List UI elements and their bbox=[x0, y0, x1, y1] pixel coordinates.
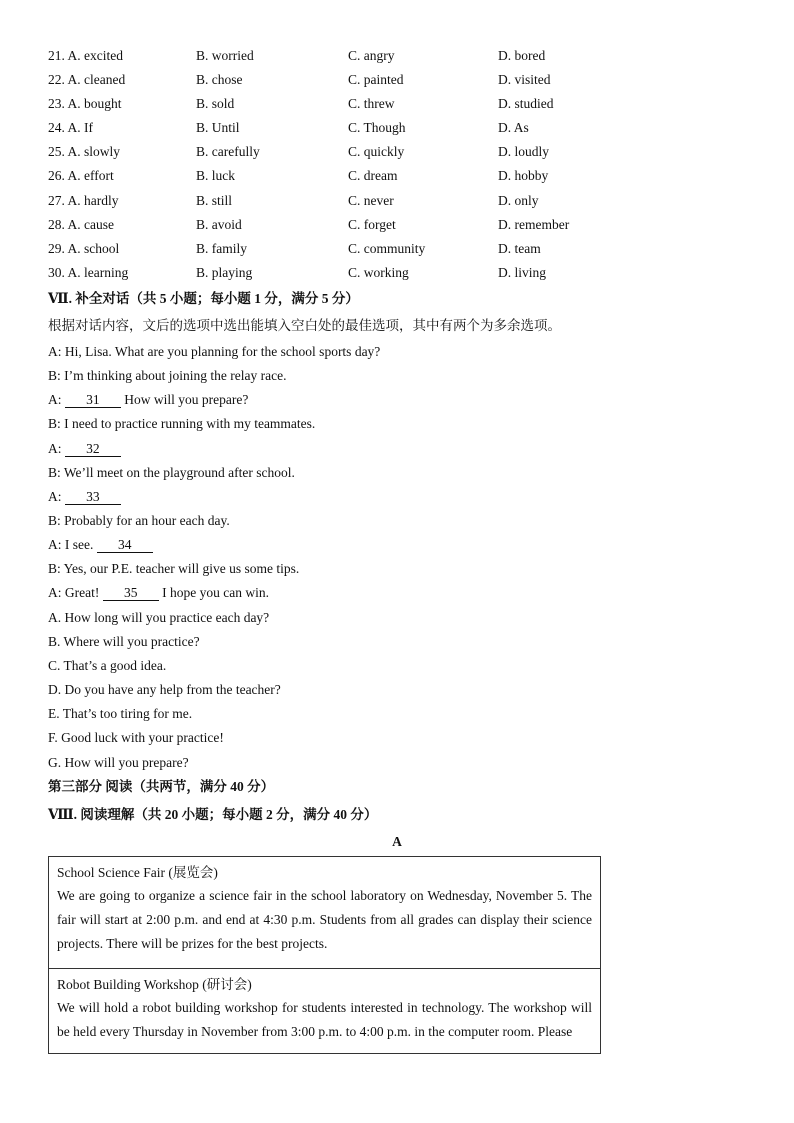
choice-a: 22. A. cleaned bbox=[48, 72, 126, 88]
choice-row bbox=[48, 167, 668, 191]
choice-c: C. forget bbox=[348, 216, 396, 232]
answer-blank-32: 32 bbox=[65, 441, 121, 457]
choice-d: D. bored bbox=[498, 48, 546, 63]
choice-b: B. still bbox=[196, 192, 233, 208]
dialogue-line: B: I need to practice running with my teammates. bbox=[48, 416, 316, 431]
choice-row bbox=[48, 47, 668, 71]
choice-b: B. luck bbox=[196, 168, 235, 184]
dialogue-speaker: A: bbox=[48, 489, 65, 504]
option-item: F. Good luck with your practice! bbox=[48, 730, 224, 745]
option-item: B. Where will you practice? bbox=[48, 634, 200, 649]
choice-a: 21. A. excited bbox=[48, 48, 123, 63]
choice-a: 29. A. school bbox=[48, 240, 120, 256]
choice-row bbox=[48, 143, 668, 167]
answer-blank-31: 31 bbox=[65, 392, 121, 408]
robot-workshop-text: We will hold a robot building workshop for students interested in technology. The workshop will be held every Thursday in November from 3:00 p.m. to 4:00 p.m. in the computer room. Please bbox=[57, 1000, 592, 1039]
dialogue-line bbox=[48, 536, 153, 554]
passage-label: A bbox=[392, 834, 402, 849]
choice-row bbox=[48, 119, 668, 143]
choice-a: 24. A. If bbox=[48, 120, 93, 136]
notice-box bbox=[48, 856, 601, 1054]
choice-d: D. visited bbox=[498, 72, 551, 88]
choice-a: 30. A. learning bbox=[48, 264, 129, 280]
science-fair-title: School Science Fair (展览会) bbox=[57, 865, 218, 880]
choice-b: B. carefully bbox=[196, 144, 260, 160]
option-item: G. How will you prepare? bbox=[48, 755, 189, 770]
part3-title: 第三部分 阅读（共两节，满分 40 分） bbox=[48, 779, 275, 794]
choice-c: C. working bbox=[348, 264, 409, 280]
choice-row bbox=[48, 264, 668, 288]
dialogue-text: A: I see. bbox=[48, 537, 97, 552]
choice-b: B. chose bbox=[196, 72, 243, 88]
choice-a: 26. A. effort bbox=[48, 168, 114, 184]
choice-d: D. living bbox=[498, 264, 547, 280]
dialogue-speaker: A: bbox=[48, 392, 65, 407]
dialogue-text: A: Great! bbox=[48, 585, 103, 600]
choice-row bbox=[48, 216, 668, 240]
dialogue-text: I hope you can win. bbox=[158, 585, 269, 600]
choice-a: 23. A. bought bbox=[48, 96, 122, 112]
choice-b: B. family bbox=[196, 240, 247, 256]
choice-c: C. dream bbox=[348, 168, 398, 184]
choice-b: B. sold bbox=[196, 96, 235, 112]
choice-d: D. loudly bbox=[498, 144, 550, 160]
choice-c: C. Though bbox=[348, 120, 406, 136]
choice-c: C. painted bbox=[348, 72, 404, 88]
option-item: E. That’s too tiring for me. bbox=[48, 706, 193, 721]
choice-b: B. playing bbox=[196, 264, 253, 280]
choice-c: C. quickly bbox=[348, 144, 405, 160]
choice-a: 25. A. slowly bbox=[48, 144, 121, 160]
choice-b: B. worried bbox=[196, 48, 254, 63]
science-fair-section bbox=[49, 857, 600, 969]
choice-c: C. angry bbox=[348, 48, 395, 63]
answer-blank-35: 35 bbox=[103, 585, 159, 601]
robot-workshop-title: Robot Building Workshop (研讨会) bbox=[57, 977, 252, 992]
section7-title: Ⅶ. 补全对话（共 5 小题；每小题 1 分，满分 5 分） bbox=[48, 291, 359, 306]
choice-c: C. never bbox=[348, 192, 394, 208]
dialogue-speaker: A: bbox=[48, 441, 65, 456]
choice-b: B. avoid bbox=[196, 216, 242, 232]
dialogue-line bbox=[48, 440, 121, 458]
dialogue-line bbox=[48, 488, 121, 506]
option-item: A. How long will you practice each day? bbox=[48, 610, 270, 625]
dialogue-line bbox=[48, 584, 269, 602]
dialogue-line: B: Yes, our P.E. teacher will give us some tips. bbox=[48, 561, 300, 576]
option-item: D. Do you have any help from the teacher? bbox=[48, 682, 281, 697]
choice-d: D. only bbox=[498, 192, 539, 208]
section8-title: Ⅷ. 阅读理解（共 20 小题；每小题 2 分，满分 40 分） bbox=[48, 807, 378, 822]
dialogue-text: How will you prepare? bbox=[120, 392, 249, 407]
section7-instruction: 根据对话内容，文后的选项中选出能填入空白处的最佳选项，其中有两个为多余选项。 bbox=[48, 318, 561, 333]
dialogue-line: B: Probably for an hour each day. bbox=[48, 513, 230, 528]
choice-a: 28. A. cause bbox=[48, 216, 114, 232]
choice-row bbox=[48, 71, 668, 95]
science-fair-text: We are going to organize a science fair in the school laboratory on Wednesday, November 5. The fair will start at 2:00 p.m. and end at 4:30 p.m. Students from all grades can display their science projects. There will be prizes for the best projects. bbox=[57, 888, 592, 951]
choice-b: B. Until bbox=[196, 120, 240, 136]
robot-workshop-section bbox=[49, 969, 600, 1054]
answer-blank-33: 33 bbox=[65, 489, 121, 505]
dialogue-line bbox=[48, 391, 248, 409]
choice-table bbox=[48, 47, 668, 288]
choice-row bbox=[48, 240, 668, 264]
choice-d: D. remember bbox=[498, 216, 570, 232]
answer-blank-34: 34 bbox=[97, 537, 153, 553]
choice-c: C. community bbox=[348, 240, 426, 256]
choice-row bbox=[48, 192, 668, 216]
dialogue-line: B: We’ll meet on the playground after school. bbox=[48, 465, 295, 480]
dialogue-line: B: I’m thinking about joining the relay race. bbox=[48, 368, 287, 383]
choice-d: D. team bbox=[498, 240, 541, 256]
choice-d: D. As bbox=[498, 120, 529, 136]
choice-d: D. hobby bbox=[498, 168, 549, 184]
choice-a: 27. A. hardly bbox=[48, 192, 119, 208]
dialogue-line: A: Hi, Lisa. What are you planning for the school sports day? bbox=[48, 344, 381, 359]
option-item: C. That’s a good idea. bbox=[48, 658, 167, 673]
choice-c: C. threw bbox=[348, 96, 395, 112]
choice-d: D. studied bbox=[498, 96, 554, 112]
choice-row bbox=[48, 95, 668, 119]
